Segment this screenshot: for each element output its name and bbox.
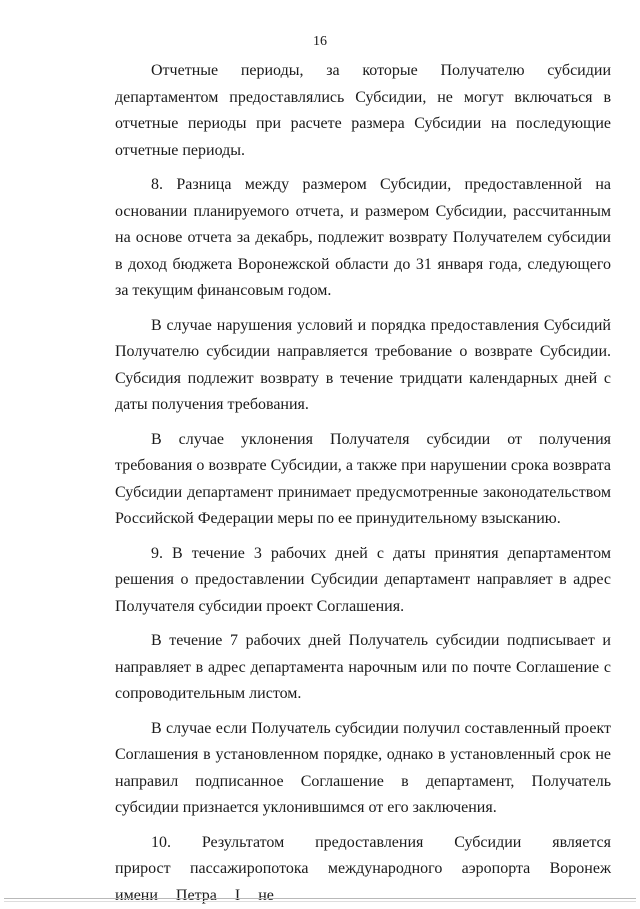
paragraph-item-10: 10. Результатом предоставления Субсидии является прирост пассажиропотока международного аэропорта Воронеж имени Петра I не — [115, 830, 611, 909]
paragraph-item-8: 8. Разница между размером Субсидии, предоставленной на основании планируемого отчета, и размером Субсидии, рассчитанным на основе отчета за декабрь, подлежит возврату Получателем субсидии в доход бюджета Воронежской области до 31 января года, следующего за текущим финансовым годом. — [115, 172, 611, 305]
page-number: 16 — [0, 34, 640, 50]
paragraph-evasion-return: В случае уклонения Получателя субсидии от получения требования о возврате Субсидии, а также при нарушении срока возврата Субсидии департамент принимает предусмотренные законодательством Российской Федерации меры по ее принудительному взысканию. — [115, 427, 611, 533]
paragraph-violation-return: В случае нарушения условий и порядка предоставления Субсидий Получателю субсидии направляется требование о возврате Субсидии. Субсидия подлежит возврату в течение тридцати календарных дней с даты получения требования. — [115, 313, 611, 419]
paragraph-signing-agreement: В течение 7 рабочих дней Получатель субсидии подписывает и направляет в адрес департамента нарочным или по почте Соглашение с сопроводительным листом. — [115, 628, 611, 708]
paragraph-item-9: 9. В течение 3 рабочих дней с даты принятия департаментом решения о предоставлении Субсидии департамент направляет в адрес Получателя субсидии проект Соглашения. — [115, 541, 611, 621]
document-body — [115, 58, 611, 909]
paragraph-reporting-periods: Отчетные периоды, за которые Получателю субсидии департаментом предоставлялись Субсидии, не могут включаться в отчетные периоды при расчете размера Субсидии на последующие отчетные периоды. — [115, 58, 611, 164]
page-bottom-edge-shadow — [4, 901, 636, 902]
page-bottom-edge — [4, 898, 636, 899]
paragraph-evasion-agreement: В случае если Получатель субсидии получил составленный проект Соглашения в установленном порядке, однако в установленный срок не направил подписанное Соглашение в департамент, Получатель субсидии признается уклонившимся от его заключения. — [115, 716, 611, 822]
